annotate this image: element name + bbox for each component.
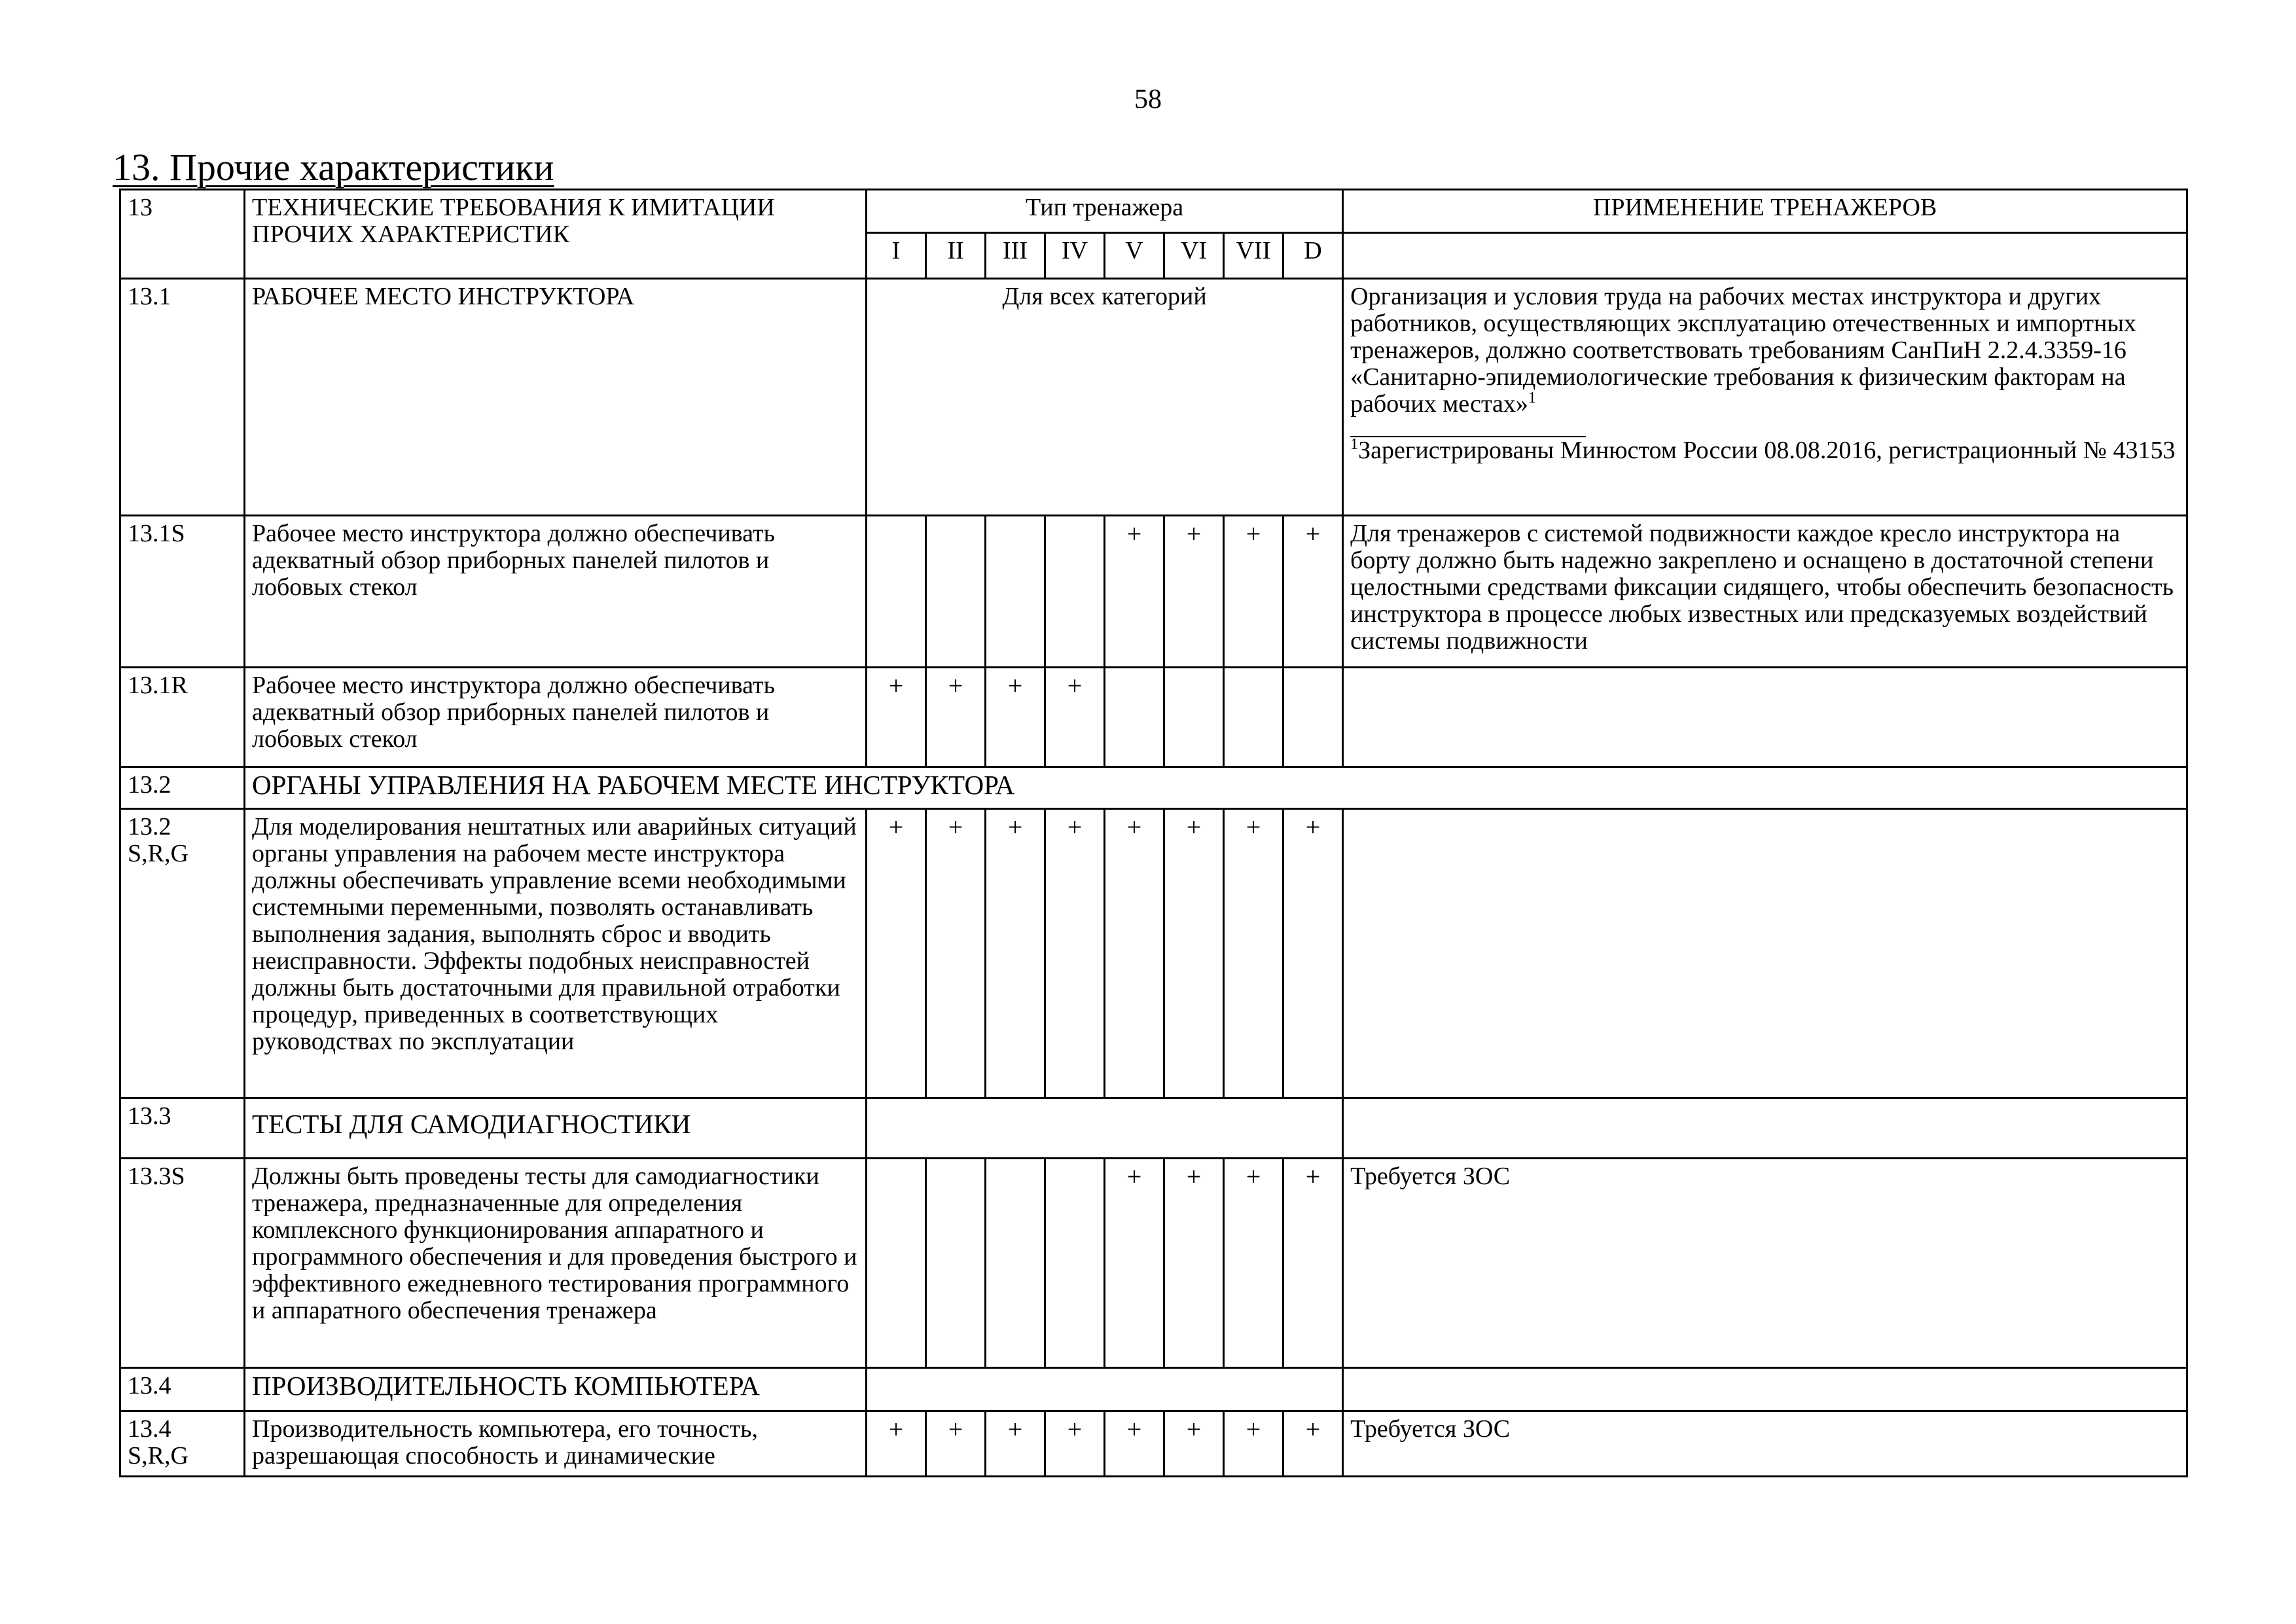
application-text: Организация и условия труда на рабочих местах инструктора и других работников, осуществляющих эксплуатацию отечественных и импортных тренажеров, должно соответствовать требованиям СанПиН 2.2.4.3359-16 «Санитарно-эпидемиологические требования к физическим факторам на рабочих местах» [1350, 283, 2136, 418]
header-num: 13 [120, 190, 245, 279]
table-row [120, 1098, 2187, 1159]
header-application: ПРИМЕНЕНИЕ ТРЕНАЖЕРОВ [1343, 190, 2187, 233]
type-mark: + [1105, 1411, 1164, 1477]
table-row [120, 668, 2187, 767]
footnote-ref: 1 [1528, 389, 1536, 406]
header-row [120, 190, 2187, 233]
type-mark: + [867, 1411, 926, 1477]
type-mark: + [926, 809, 986, 1098]
type-mark [867, 516, 926, 668]
type-mark: + [1224, 1411, 1283, 1477]
type-mark: + [986, 809, 1045, 1098]
table-row [120, 516, 2187, 668]
type-mark [926, 1159, 986, 1368]
type-mark [1164, 668, 1224, 767]
row-num: 13.2 [120, 767, 245, 809]
type-header: III [986, 233, 1045, 279]
type-mark: + [1283, 516, 1343, 668]
type-mark: + [1045, 809, 1105, 1098]
type-mark: + [1224, 809, 1283, 1098]
row-application [1343, 279, 2187, 516]
row-num: 13.4 [120, 1368, 245, 1411]
type-mark: + [1105, 809, 1164, 1098]
row-text: Рабочее место инструктора должно обеспечивать адекватный обзор приборных панелей пилотов и лобовых стекол [245, 516, 867, 668]
type-blank [867, 1368, 1343, 1411]
row-num: 13.3S [120, 1159, 245, 1368]
type-mark: + [1164, 516, 1224, 668]
footnote-text: Зарегистрированы Минюстом России 08.08.2016, регистрационный № 43153 [1358, 437, 2176, 464]
type-header: I [867, 233, 926, 279]
table-row [120, 809, 2187, 1098]
header-requirements: ТЕХНИЧЕСКИЕ ТРЕБОВАНИЯ К ИМИТАЦИИ ПРОЧИХ ХАРАКТЕРИСТИК [245, 190, 867, 279]
type-mark: + [1224, 1159, 1283, 1368]
type-mark [926, 516, 986, 668]
page-number: 58 [1134, 84, 1162, 115]
type-mark: + [1105, 1159, 1164, 1368]
table-row [120, 1159, 2187, 1368]
footnote-mark: 1 [1350, 436, 1359, 453]
type-header: V [1105, 233, 1164, 279]
type-mark [986, 516, 1045, 668]
type-mark: + [867, 809, 926, 1098]
row-application [1343, 1368, 2187, 1411]
row-text: ТЕСТЫ ДЛЯ САМОДИАГНОСТИКИ [245, 1098, 867, 1159]
type-mark: + [1283, 1411, 1343, 1477]
type-mark [867, 1159, 926, 1368]
row-application [1343, 668, 2187, 767]
header-type-group: Тип тренажера [867, 190, 1343, 233]
type-mark: + [1224, 516, 1283, 668]
type-mark: + [1283, 1159, 1343, 1368]
type-mark [986, 1159, 1045, 1368]
row-application: Требуется ЗОС [1343, 1411, 2187, 1477]
type-mark: + [1105, 516, 1164, 668]
type-mark [1224, 668, 1283, 767]
table-row [120, 279, 2187, 516]
row-application [1343, 809, 2187, 1098]
all-categories: Для всех категорий [867, 279, 1343, 516]
row-num: 13.3 [120, 1098, 245, 1159]
type-header: D [1283, 233, 1343, 279]
type-mark: + [926, 1411, 986, 1477]
table-row [120, 1411, 2187, 1477]
type-mark: + [1164, 809, 1224, 1098]
type-mark [1045, 1159, 1105, 1368]
type-header: VII [1224, 233, 1283, 279]
row-num: 13.1S [120, 516, 245, 668]
row-text: Производительность компьютера, его точность, разрешающая способность и динамические [245, 1411, 867, 1477]
row-text: Для моделирования нештатных или аварийных ситуаций органы управления на рабочем месте инструктора должны обеспечивать управление всеми необходимыми системными переменными, позволять останавливать выполнения задания, выполнять сброс и вводить неисправности. Эффекты подобных неисправностей должны быть достаточными для правильной отработки процедур, приведенных в соответствующих руководствах по эксплуатации [245, 809, 867, 1098]
type-mark: + [986, 1411, 1045, 1477]
type-mark: + [867, 668, 926, 767]
table-row [120, 767, 2187, 809]
row-num: 13.1R [120, 668, 245, 767]
row-text: РАБОЧЕЕ МЕСТО ИНСТРУКТОРА [245, 279, 867, 516]
type-mark: + [926, 668, 986, 767]
row-text: Должны быть проведены тесты для самодиагностики тренажера, предназначенные для определения комплексного функционирования аппаратного и программного обеспечения и для проведения быстрого и эффективного ежедневного тестирования программного и аппаратного обеспечения тренажера [245, 1159, 867, 1368]
type-mark: + [986, 668, 1045, 767]
row-num: 13.4 S,R,G [120, 1411, 245, 1477]
row-application: Для тренажеров с системой подвижности каждое кресло инструктора на борту должно быть надежно закреплено и оснащено в достаточной степени целостными средствами фиксации сидящего, чтобы обеспечить безопасность инструктора в процессе любых известных или предсказуемых воздействий системы подвижности [1343, 516, 2187, 668]
row-num: 13.1 [120, 279, 245, 516]
type-mark: + [1045, 1411, 1105, 1477]
row-text: ОРГАНЫ УПРАВЛЕНИЯ НА РАБОЧЕМ МЕСТЕ ИНСТРУКТОРА [245, 767, 2187, 809]
type-header: II [926, 233, 986, 279]
type-header: VI [1164, 233, 1224, 279]
type-mark: + [1164, 1159, 1224, 1368]
requirements-table [119, 189, 2188, 1477]
row-application [1343, 1098, 2187, 1159]
header-application-blank [1343, 233, 2187, 279]
row-num: 13.2 S,R,G [120, 809, 245, 1098]
type-mark: + [1164, 1411, 1224, 1477]
row-text: ПРОИЗВОДИТЕЛЬНОСТЬ КОМПЬЮТЕРА [245, 1368, 867, 1411]
row-application: Требуется ЗОС [1343, 1159, 2187, 1368]
type-mark [1045, 516, 1105, 668]
type-mark: + [1283, 809, 1343, 1098]
type-mark: + [1045, 668, 1105, 767]
type-mark [1283, 668, 1343, 767]
row-text: Рабочее место инструктора должно обеспечивать адекватный обзор приборных панелей пилотов и лобовых стекол [245, 668, 867, 767]
type-blank [867, 1098, 1343, 1159]
table-row [120, 1368, 2187, 1411]
section-title: 13. Прочие характеристики [113, 146, 554, 189]
type-mark [1105, 668, 1164, 767]
type-header: IV [1045, 233, 1105, 279]
